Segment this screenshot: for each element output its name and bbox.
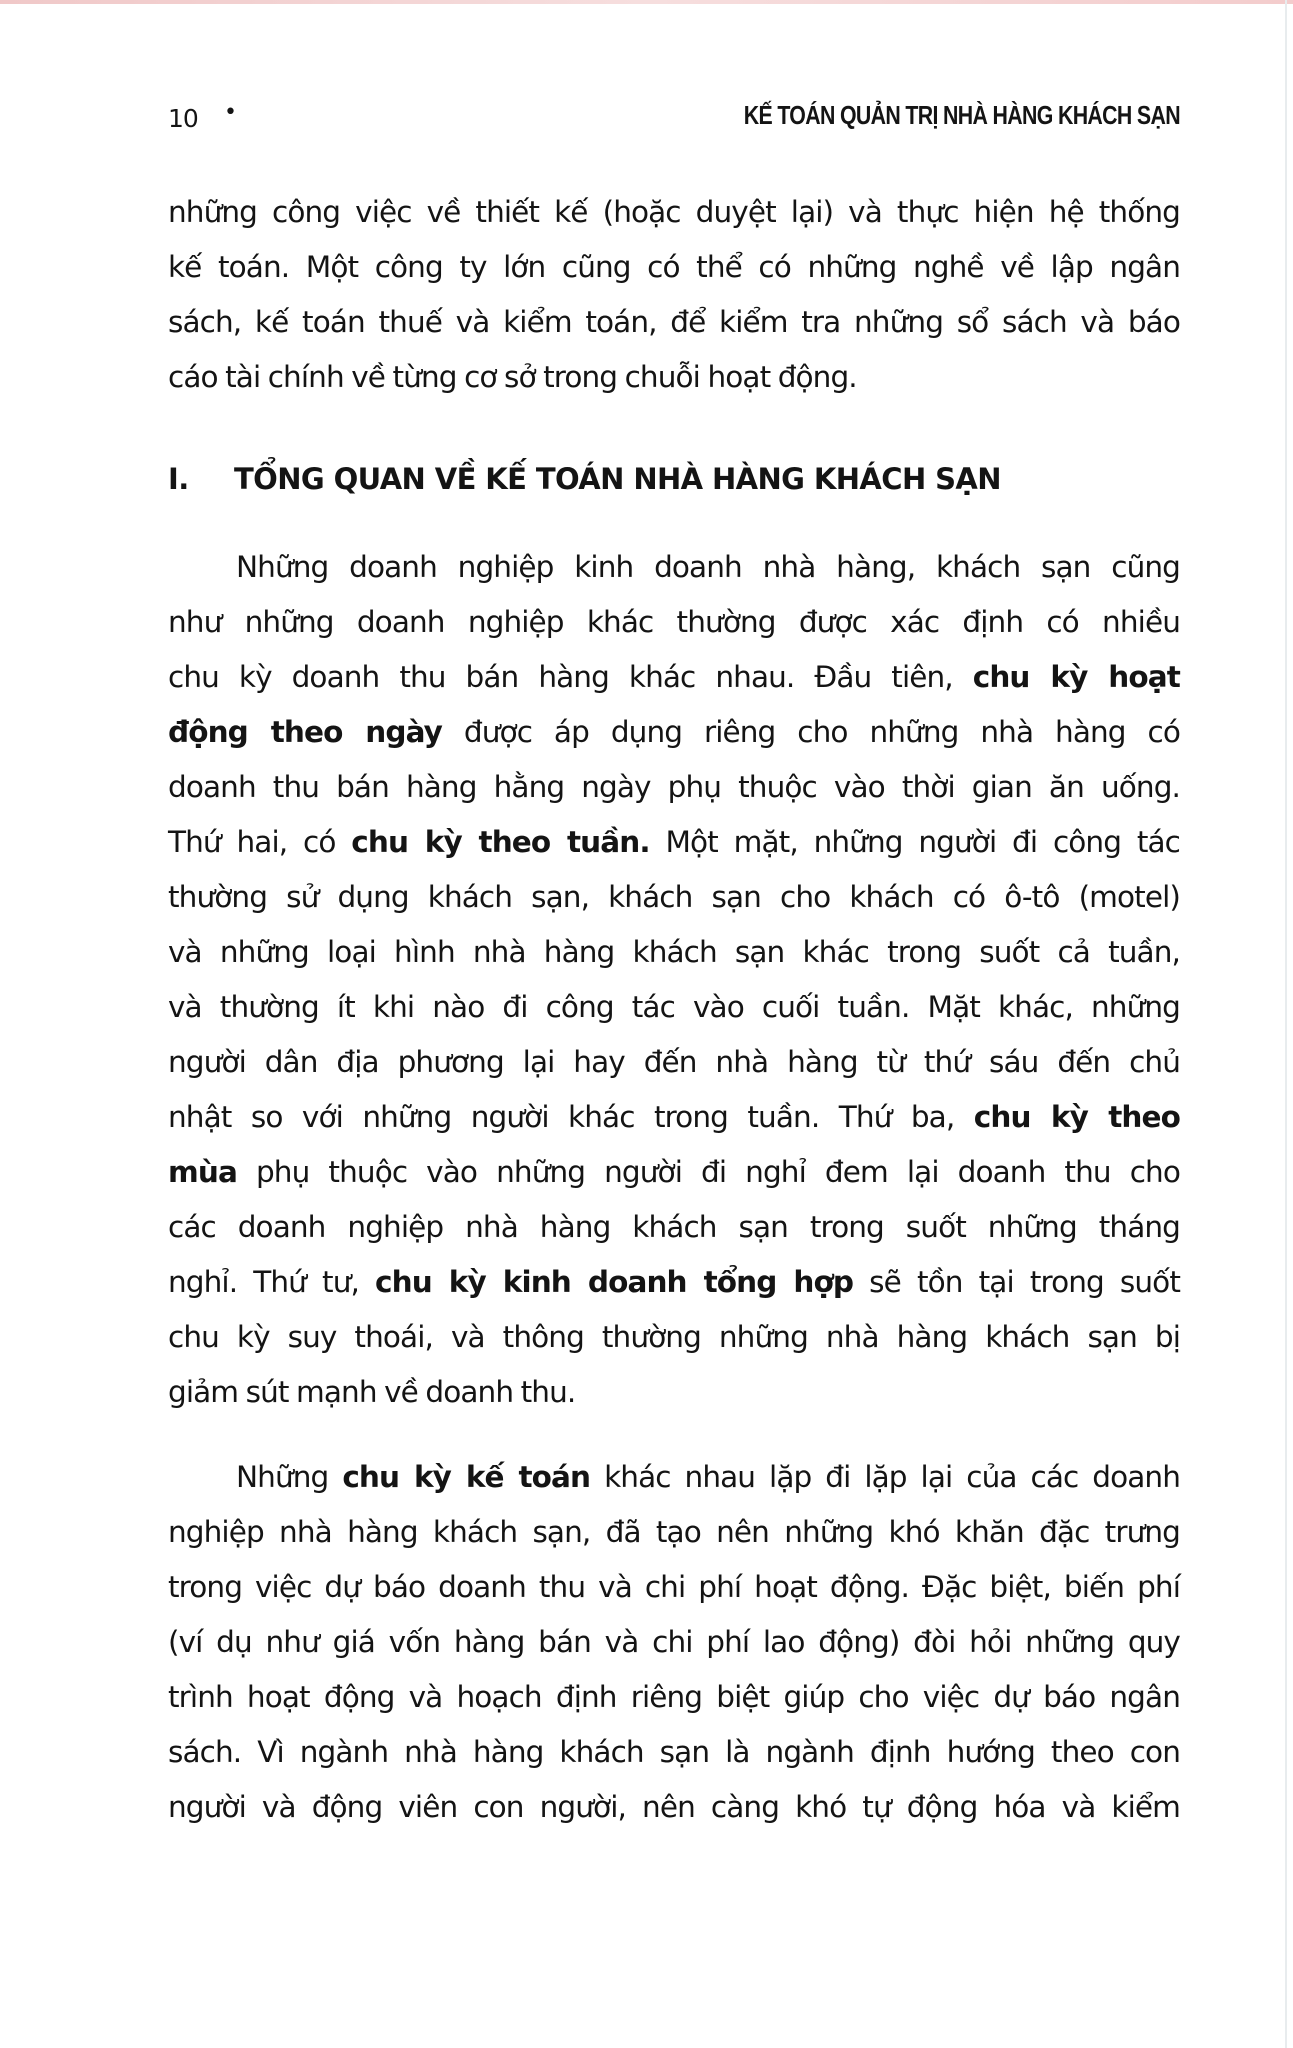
plain-text: Một mặt, những người đi công tác: [649, 825, 1180, 859]
plain-text: và thường ít khi nào đi công tác vào cuối tuần. Mặt khác, những: [168, 990, 1180, 1024]
text-line: [168, 1145, 1180, 1200]
text-line: [168, 1090, 1180, 1145]
bullet-icon: •: [224, 100, 237, 125]
text-line: [168, 650, 1180, 705]
text-line: [168, 705, 1180, 760]
bold-term: chu kỳ kế toán: [342, 1460, 591, 1494]
plain-text: sách. Vì ngành nhà hàng khách sạn là ngành định hướng theo con: [168, 1735, 1180, 1769]
page-top-edge: [0, 0, 1293, 4]
text-line: cáo tài chính về từng cơ sở trong chuỗi hoạt động.: [168, 360, 857, 394]
paragraph-accounting-cycles: [168, 1450, 1180, 1835]
plain-text: Thứ hai, có: [168, 825, 352, 859]
plain-text: người dân địa phương lại hay đến nhà hàng từ thứ sáu đến chủ: [168, 1045, 1180, 1079]
plain-text: chu kỳ doanh thu bán hàng khác nhau. Đầu tiên,: [168, 660, 973, 694]
plain-text: phụ thuộc vào những người đi nghỉ đem lại doanh thu cho: [236, 1155, 1180, 1189]
text-line: [168, 1670, 1180, 1725]
plain-text: các doanh nghiệp nhà hàng khách sạn trong suốt những tháng: [168, 1210, 1180, 1244]
plain-text: được áp dụng riêng cho những nhà hàng có: [442, 715, 1180, 749]
plain-text: khác nhau lặp đi lặp lại của các doanh: [590, 1460, 1180, 1494]
book-title: KẾ TOÁN QUẢN TRỊ NHÀ HÀNG KHÁCH SẠN: [743, 100, 1180, 130]
plain-text: nhật so với những người khác trong tuần. Thứ ba,: [168, 1100, 974, 1134]
text-line: [168, 1780, 1180, 1835]
bold-term: mùa: [168, 1155, 237, 1189]
intro-paragraph: [168, 185, 1180, 405]
plain-text: giảm sút mạnh về doanh thu.: [168, 1375, 576, 1409]
bold-term: chu kỳ theo tuần.: [351, 825, 650, 859]
text-line: [168, 1365, 1180, 1420]
page-number: 10: [168, 104, 198, 133]
text-line: [168, 595, 1180, 650]
bold-term: chu kỳ theo: [973, 1100, 1180, 1134]
section-heading: [168, 462, 1180, 496]
bold-term: chu kỳ hoạt: [972, 660, 1180, 694]
text-line: [168, 1255, 1180, 1310]
text-line: [168, 1035, 1180, 1090]
page-right-edge: [1285, 0, 1287, 2048]
text-line: [168, 815, 1180, 870]
section-number: I.: [168, 462, 189, 496]
text-line: sách, kế toán thuế và kiểm toán, để kiểm tra những sổ sách và báo: [168, 305, 1180, 339]
bold-term: chu kỳ kinh doanh tổng hợp: [375, 1265, 854, 1299]
plain-text: trong việc dự báo doanh thu và chi phí hoạt động. Đặc biệt, biến phí: [168, 1570, 1180, 1604]
text-line: [168, 1505, 1180, 1560]
text-line: [168, 540, 1180, 595]
text-line: [168, 925, 1180, 980]
text-line: [168, 1310, 1180, 1365]
text-line: kế toán. Một công ty lớn cũng có thể có những nghề về lập ngân: [168, 250, 1180, 284]
plain-text: chu kỳ suy thoái, và thông thường những nhà hàng khách sạn bị: [168, 1320, 1180, 1354]
plain-text: thường sử dụng khách sạn, khách sạn cho khách có ô-tô (motel): [168, 880, 1180, 914]
text-line: [168, 760, 1180, 815]
text-line: những công việc về thiết kế (hoặc duyệt lại) và thực hiện hệ thống: [168, 195, 1180, 229]
plain-text: nghỉ. Thứ tư,: [168, 1265, 376, 1299]
plain-text: nghiệp nhà hàng khách sạn, đã tạo nên những khó khăn đặc trưng: [168, 1515, 1180, 1549]
text-line: [168, 1200, 1180, 1255]
text-line: [168, 1560, 1180, 1615]
plain-text: doanh thu bán hàng hằng ngày phụ thuộc vào thời gian ăn uống.: [168, 770, 1180, 804]
running-header: [168, 100, 1180, 140]
plain-text: người và động viên con người, nên càng khó tự động hóa và kiểm: [168, 1790, 1180, 1824]
paragraph-cycles: [168, 540, 1180, 1420]
plain-text: (ví dụ như giá vốn hàng bán và chi phí lao động) đòi hỏi những quy: [168, 1625, 1180, 1659]
text-line: [168, 1450, 1180, 1505]
plain-text: và những loại hình nhà hàng khách sạn khác trong suốt cả tuần,: [168, 935, 1180, 969]
plain-text: Những doanh nghiệp kinh doanh nhà hàng, khách sạn cũng: [236, 550, 1180, 584]
section-title: TỔNG QUAN VỀ KẾ TOÁN NHÀ HÀNG KHÁCH SẠN: [234, 462, 1001, 496]
text-line: [168, 1615, 1180, 1670]
text-line: [168, 870, 1180, 925]
text-line: [168, 1725, 1180, 1780]
plain-text: trình hoạt động và hoạch định riêng biệt giúp cho việc dự báo ngân: [168, 1680, 1180, 1714]
plain-text: như những doanh nghiệp khác thường được xác định có nhiều: [168, 605, 1180, 639]
plain-text: Những: [236, 1460, 343, 1494]
bold-term: động theo ngày: [168, 715, 443, 749]
text-line: [168, 980, 1180, 1035]
plain-text: sẽ tồn tại trong suốt: [853, 1265, 1180, 1299]
